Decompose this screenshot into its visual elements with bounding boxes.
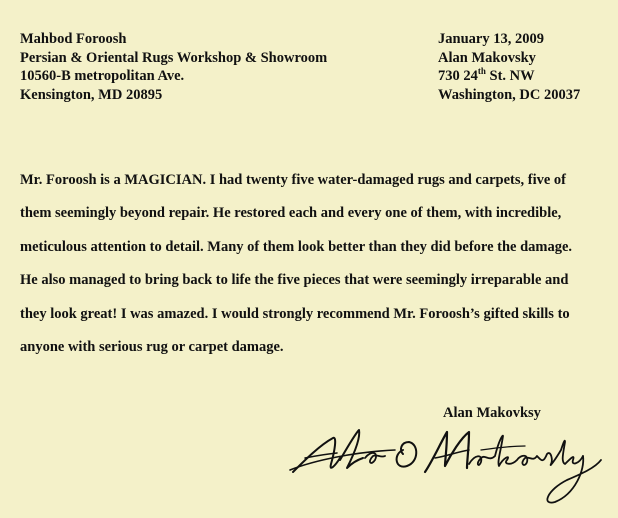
sender-address [20,30,327,104]
sender-city: Kensington, MD 20895 [20,86,163,103]
body-line: meticulous attention to detail. Many of them look better than they did before the damage. [20,238,573,255]
body-line: them seemingly beyond repair. He restored each and every one of them, with incredible, [20,205,562,222]
body-line: they look great! I was amazed. I would strongly recommend Mr. Foroosh’s gifted skills to [20,305,570,322]
letter-date: January 13, 2009 [438,31,544,47]
handwritten-signature-icon [285,420,605,510]
recipient-city: Washington, DC 20037 [438,86,581,103]
recipient-street-rest: St. NW [485,68,535,84]
recipient-street-suffix: th [477,66,486,77]
body-line: Mr. Foroosh is a MAGICIAN. I had twenty five water-damaged rugs and carpets, five of [20,172,566,188]
sender-company: Persian & Oriental Rugs Workshop & Showroom [20,49,328,66]
recipient-name: Alan Makovsky [438,49,536,66]
recipient-street [438,67,580,86]
signer-name: Alan Makovksy [443,405,541,421]
letter-body [20,164,610,364]
recipient-address [438,30,580,104]
sender-name: Mahbod Foroosh [20,31,127,47]
body-line: He also managed to bring back to life the five pieces that were seemingly irreparable and [20,272,569,289]
sender-street: 10560-B metropolitan Ave. [20,68,185,84]
body-line: anyone with serious rug or carpet damage. [20,339,284,356]
recipient-street-number: 730 24 [438,68,478,84]
